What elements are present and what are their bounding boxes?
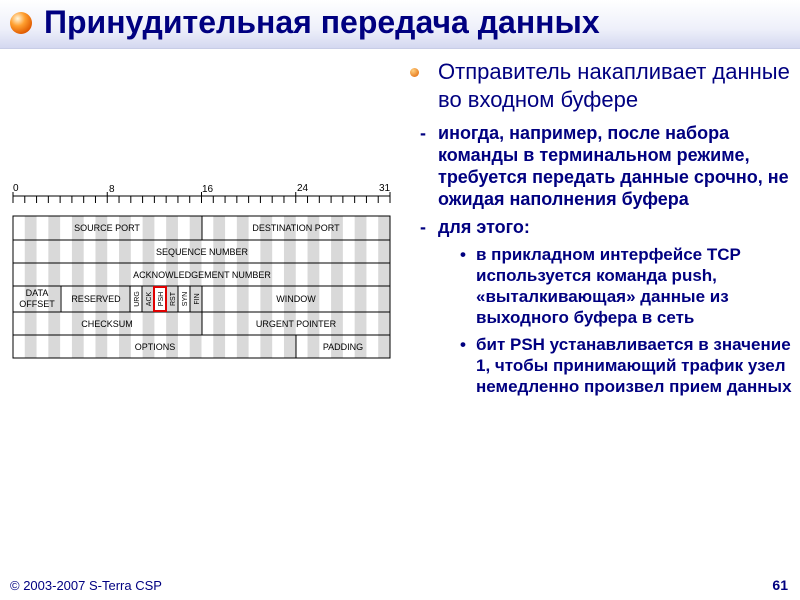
bit-stripes <box>25 216 390 358</box>
field-sequence-number: SEQUENCE NUMBER <box>155 247 249 257</box>
bullet-subsub-1-text: в прикладном интерфейсе TCP используется команда push, «выталкивающая» данные из выходного буфера в сеть <box>476 245 741 327</box>
ruler-label-24: 24 <box>297 183 309 194</box>
bit-stripe <box>237 216 249 358</box>
field-window: WINDOW <box>276 294 316 304</box>
bit-stripe <box>190 216 202 358</box>
ruler-label-0: 0 <box>13 183 19 194</box>
bit-stripe <box>143 216 155 358</box>
field-data-offset-line2: OFFSET <box>19 299 55 309</box>
bit-stripe <box>284 216 296 358</box>
bullet-subsub-2-text: бит PSH устанавливается в значение 1, чтобы принимающий трафик узел немедленно произвел прием данных <box>476 335 792 396</box>
bit-stripe <box>260 216 272 358</box>
flag-syn: SYN <box>182 291 189 307</box>
page-title: Принудительная передача данных <box>44 4 600 40</box>
bullet-subsub-2 <box>408 334 793 397</box>
dot-bullet: • <box>460 335 466 354</box>
field-options: OPTIONS <box>134 342 176 352</box>
dash-bullet: - <box>420 217 426 237</box>
tcp-header-diagram <box>0 170 400 550</box>
bullet-main <box>408 58 793 114</box>
page-number: 61 <box>772 577 788 593</box>
field-ack-number: ACKNOWLEDGEMENT NUMBER <box>133 270 271 280</box>
title-bar <box>0 0 800 49</box>
bit-stripe <box>119 216 131 358</box>
dot-bullet: • <box>460 245 466 264</box>
bullet-sub-1-text: иногда, например, после набора команды в терминальном режиме, требуется передать данные срочно, не ожидая наполнения буфера <box>438 123 789 209</box>
flag-rst: RST <box>170 292 177 306</box>
bullet-main-text: Отправитель накапливает данные во входном буфере <box>438 59 790 112</box>
bit-stripe <box>95 216 107 358</box>
orange-bullet-icon <box>410 68 419 77</box>
field-destination-port: DESTINATION PORT <box>252 223 340 233</box>
flag-ack: ACK <box>146 291 153 307</box>
bullet-sub-1 <box>408 122 793 210</box>
field-padding: PADDING <box>322 342 364 352</box>
ruler-label-8: 8 <box>109 184 115 195</box>
bit-stripe <box>213 216 225 358</box>
bit-stripe <box>355 216 367 358</box>
field-checksum: CHECKSUM <box>81 319 133 329</box>
bit-stripe <box>331 216 343 358</box>
field-reserved: RESERVED <box>71 294 121 304</box>
bullet-sub-2 <box>408 216 793 238</box>
field-data-offset-line1: DATA <box>25 288 49 298</box>
flag-psh: PSH <box>158 291 165 307</box>
ruler-label-16: 16 <box>202 184 214 195</box>
bit-stripe <box>48 216 60 358</box>
bullet-list <box>408 58 793 403</box>
flag-urg: URG <box>134 291 141 307</box>
bit-stripe <box>378 216 390 358</box>
ruler-label-31: 31 <box>379 183 391 194</box>
flag-fin: FIN <box>194 293 201 305</box>
footer-copyright: © 2003-2007 S-Terra CSP <box>10 578 162 593</box>
bit-stripe <box>72 216 84 358</box>
orb-bullet-icon <box>10 12 32 34</box>
dash-bullet: - <box>420 123 426 143</box>
bullet-sub-2-text: для этого: <box>438 217 530 237</box>
bit-stripe <box>25 216 37 358</box>
field-urgent-pointer: URGENT POINTER <box>255 319 337 329</box>
bullet-subsub-1 <box>408 244 793 328</box>
field-source-port: SOURCE PORT <box>74 223 140 233</box>
bit-stripe <box>308 216 320 358</box>
bit-stripe <box>166 216 178 358</box>
